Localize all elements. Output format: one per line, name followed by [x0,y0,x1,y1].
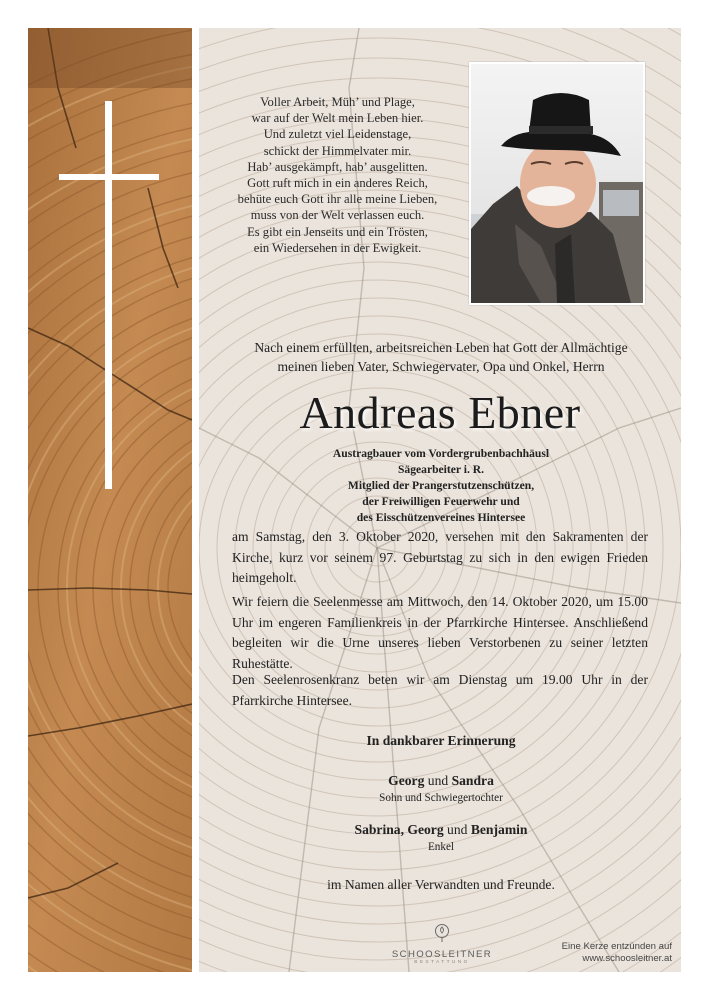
family-relation: Sohn und Schwiegertochter [379,792,503,804]
poem-line: Voller Arbeit, Müh’ und Plage, [260,95,415,109]
funeral-home-logo [382,923,502,965]
deceased-name: Andreas Ebner [299,387,581,438]
family-name: Benjamin [470,822,528,837]
poem-line: Gott ruft mich in ein anderes Reich, [247,176,428,191]
title-line: Sägearbeiter i. R. [397,463,485,476]
family-name: Georg [388,773,425,788]
title-line: Mitglied der Prangerstutzenschützen, [347,479,535,492]
cross-icon [28,28,192,972]
rosary-paragraph: Den Seelenrosenkranz beten wir am Dienstag um 19.00 Uhr in der Pfarrkirche Hintersee. [232,672,648,708]
title-line: des Eisschützenvereines Hintersee [356,511,526,524]
candle-url[interactable]: www.schoosleitner.at [582,953,672,964]
family-joiner: und [443,822,471,837]
family-group [226,773,656,804]
deceased-titles [226,446,656,526]
rose-logo-icon [433,923,451,943]
portrait-image [471,64,643,303]
memory-heading: In dankbarer Erinnerung [366,733,516,748]
candle-text: Eine Kerze entzünden auf [561,941,672,952]
candle-link[interactable] [520,941,672,965]
title-line: Austragbauer vom Vordergrubenbachhäusl [332,447,550,460]
poem-line: schickt der Himmelvater mir. [263,143,412,158]
family-name: Sabrina, Georg [354,822,444,837]
family-name: Sandra [451,773,494,788]
brand-name: SCHOOSLEITNER [391,949,493,960]
family-names [226,773,656,789]
poem-line: Hab’ ausgekämpft, hab’ ausgelitten. [247,159,428,174]
intro-line: Nach einem erfüllten, arbeitsreichen Leben hat Gott der Allmächtige [254,340,628,355]
wood-strip [28,28,192,972]
poem [225,94,450,256]
closing-line: im Namen aller Verwandten und Freunde. [327,877,555,892]
title-line: der Freiwilligen Feuerwehr und [362,495,520,508]
intro-line: meinen lieben Vater, Schwiegervater, Opa und Onkel, Herrn [277,359,605,374]
poem-line: Und zuletzt viel Leidenstage, [263,127,412,142]
mass-paragraph: Wir feiern die Seelenmesse am Mittwoch, den 14. Oktober 2020, um 15.00 Uhr im engeren Familienkreis in der Pfarrkirche Hintersee. Anschließend begleiten wir die Urne unseres lieben Verstorbenen zu seiner letzten Ruhestätte. [232,594,648,671]
poem-line: Es gibt ein Jenseits und ein Trösten, [247,224,428,239]
poem-line: ein Wiedersehen in der Ewigkeit. [253,240,422,255]
portrait-photo [469,62,645,305]
death-paragraph: am Samstag, den 3. Oktober 2020, versehen mit den Sakramenten der Kirche, kurz vor seinem 97. Geburtstag zu sich in den ewigen Frieden heimgeholt. [232,529,648,586]
poem-line: muss von der Welt verlassen euch. [250,208,425,223]
brand-subtitle: BESTATTUNG [414,960,470,965]
family-group [226,822,656,853]
poem-line: war auf der Welt mein Leben hier. [251,111,424,126]
intro-text [226,338,656,376]
family-names [226,822,656,838]
family-relation: Enkel [427,841,455,853]
family-joiner: und [424,773,452,788]
poem-line: behüte euch Gott ihr alle meine Lieben, [237,192,438,207]
